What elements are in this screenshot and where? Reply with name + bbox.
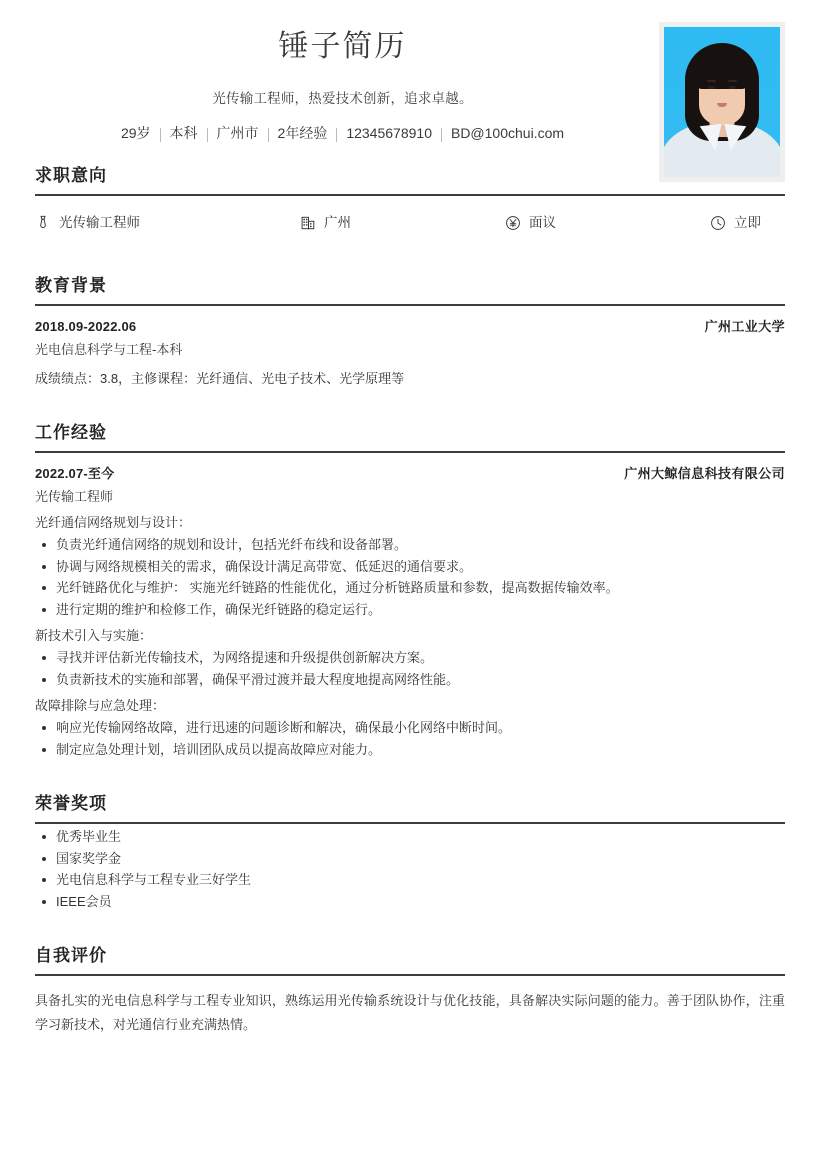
work-entry [35, 455, 785, 760]
meta-separator [160, 128, 161, 142]
list-item: 国家奖学金 [35, 848, 785, 870]
section-title-awards: 荣誉奖项 [35, 794, 107, 813]
page-title: 锤子简历 [278, 30, 407, 63]
education-major: 光电信息科学与工程-本科 [35, 342, 183, 357]
avatar-collar-right [722, 124, 747, 152]
list-item: 协调与网络规模相关的需求，确保设计满足高带宽、低延迟的通信要求。 [35, 556, 785, 578]
avatar-collar-left [700, 124, 725, 152]
meta-separator [336, 128, 337, 142]
section-divider [35, 304, 785, 306]
list-item: 光电信息科学与工程专业三好学生 [35, 869, 785, 891]
list-item: 进行定期的维护和检修工作，确保光纤链路的稳定运行。 [35, 599, 785, 621]
education-date: 2018.09-2022.06 [35, 319, 137, 334]
awards-list [35, 826, 785, 912]
spacer [35, 912, 785, 940]
header-text-block [35, 26, 655, 144]
work-company: 广州大鲸信息科技有限公司 [624, 466, 785, 481]
section-divider [35, 822, 785, 824]
work-group-heading: 故障排除与应急处理： [35, 698, 166, 713]
building-icon [300, 215, 316, 231]
header-tagline: 光传输工程师，热爱技术创新，追求卓越。 [212, 91, 473, 106]
work-group-heading: 光纤通信网络规划与设计： [35, 515, 192, 530]
meta-separator [441, 128, 442, 142]
section-title-self-evaluation: 自我评价 [35, 946, 107, 965]
education-school: 广州工业大学 [704, 319, 785, 334]
work-date: 2022.07-至今 [35, 466, 115, 481]
work-group-heading: 新技术引入与实施： [35, 628, 153, 643]
meta-experience: 2年经验 [277, 125, 328, 141]
job-intention-salary [505, 214, 710, 232]
avatar-eye-left [708, 86, 715, 89]
avatar-eye-right [729, 86, 736, 89]
section-title-work-experience: 工作经验 [35, 423, 107, 442]
job-intention-availability-label: 立即 [734, 215, 761, 230]
section-divider [35, 194, 785, 196]
section-divider [35, 451, 785, 453]
meta-phone: 12345678910 [346, 125, 432, 141]
section-self-evaluation [35, 944, 785, 1037]
avatar-eyebrow-right [728, 80, 737, 82]
list-item: 负责光纤通信网络的规划和设计，包括光纤布线和设备部署。 [35, 534, 785, 556]
section-education [35, 274, 785, 389]
education-entry-head [35, 317, 785, 337]
meta-city: 广州市 [216, 125, 259, 141]
work-position: 光传输工程师 [35, 489, 114, 504]
work-group-bullets [35, 647, 785, 690]
meta-separator [268, 128, 269, 142]
section-work-experience [35, 421, 785, 760]
list-item: 响应光传输网络故障，进行迅速的问题诊断和解决，确保最小化网络中断时间。 [35, 717, 785, 739]
avatar [659, 22, 785, 182]
section-awards [35, 792, 785, 912]
job-intention-city-label: 广州 [324, 215, 351, 230]
section-divider [35, 974, 785, 976]
job-intention-city [300, 214, 505, 232]
clock-icon [710, 215, 726, 231]
resume-header [35, 0, 785, 160]
meta-email: BD@100chui.com [450, 125, 565, 141]
education-note: 成绩绩点：3.8，主修课程：光纤通信、光电子技术、光学原理等 [35, 371, 405, 386]
avatar-eyebrow-left [707, 80, 716, 82]
work-entry-head [35, 464, 785, 484]
yen-circle-icon [505, 215, 521, 231]
spacer [35, 389, 785, 417]
spacer [35, 760, 785, 788]
work-group-bullets [35, 534, 785, 620]
section-title-education: 教育背景 [35, 276, 107, 295]
job-intention-salary-label: 面议 [529, 215, 556, 230]
section-title-job-intention: 求职意向 [35, 166, 107, 185]
self-evaluation-text: 具备扎实的光电信息科学与工程专业知识，熟练运用光传输系统设计与优化技能，具备解决实际问题的能力。善于团队协作，注重学习新技术，对光通信行业充满热情。 [35, 993, 785, 1032]
job-intention-position-label: 光传输工程师 [59, 215, 140, 230]
list-item: 寻找并评估新光传输技术，为网络提速和升级提供创新解决方案。 [35, 647, 785, 669]
list-item: IEEE会员 [35, 891, 785, 913]
meta-separator [207, 128, 208, 142]
spacer [35, 242, 785, 270]
tie-icon [35, 215, 51, 231]
education-entry [35, 308, 785, 389]
list-item: 制定应急处理计划，培训团队成员以提高故障应对能力。 [35, 739, 785, 761]
list-item: 光纤链路优化与维护： 实施光纤链路的性能优化，通过分析链路质量和参数，提高数据传输效率。 [35, 577, 785, 599]
meta-degree: 本科 [169, 125, 198, 141]
job-intention-position [35, 214, 300, 232]
avatar-photo [664, 27, 780, 177]
list-item: 优秀毕业生 [35, 826, 785, 848]
work-group-bullets [35, 717, 785, 760]
list-item: 负责新技术的实施和部署，确保平滑过渡并最大程度地提高网络性能。 [35, 669, 785, 691]
job-intention-availability [710, 214, 785, 232]
job-intention-row [35, 198, 785, 242]
contact-meta-line [35, 123, 650, 144]
meta-age: 29岁 [120, 125, 151, 141]
